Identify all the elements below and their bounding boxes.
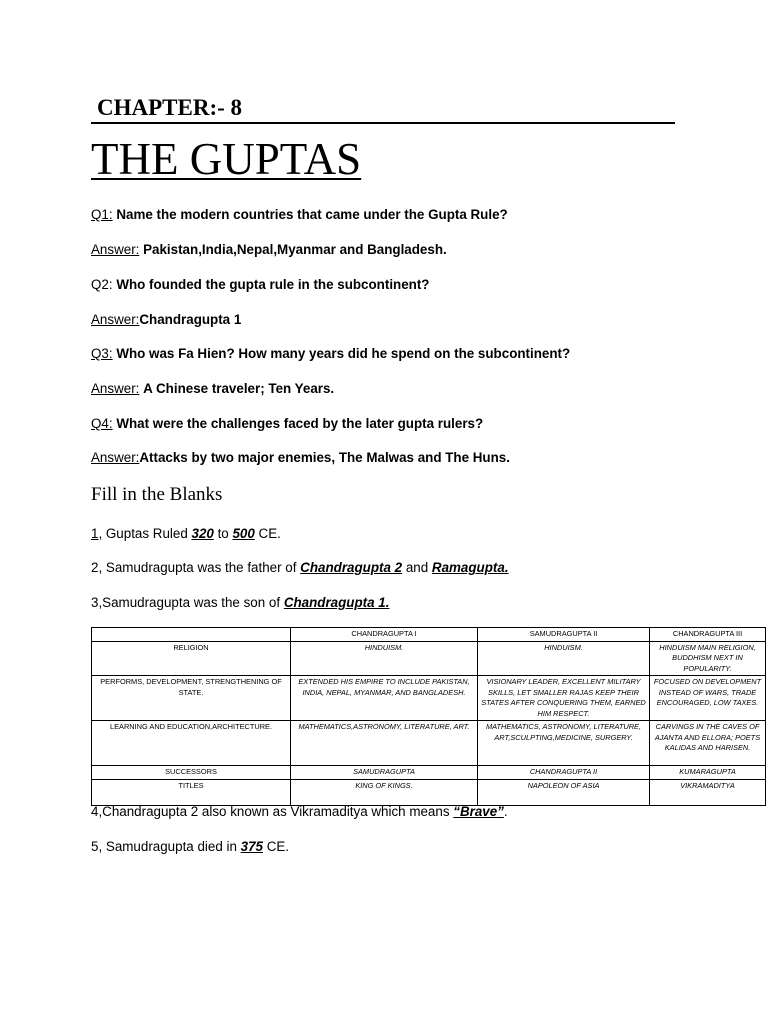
answer-text: Pakistan,India,Nepal,Myanmar and Bangladesh.: [143, 242, 447, 257]
question-2: [91, 276, 430, 294]
blank-answer: 375: [240, 839, 263, 854]
table-row: [92, 641, 766, 676]
blank-text: 3,Samudragupta was the son of: [91, 595, 284, 610]
question-label: Q4:: [91, 416, 113, 431]
answer-label: Answer:: [91, 312, 140, 327]
row-label: RELIGION: [92, 641, 291, 676]
blank-3: [91, 594, 389, 612]
answer-4: [91, 449, 510, 467]
gupta-rulers-table: [91, 627, 766, 806]
table-cell: MATHEMATICS, ASTRONOMY, LITERATURE, ART,SCULPTING,MEDICINE, SURGERY.: [478, 721, 650, 766]
blank-answer: “Brave”: [453, 804, 504, 819]
table-header: [92, 628, 291, 642]
question-4: [91, 415, 483, 433]
answer-3: [91, 380, 334, 398]
table-row: [92, 721, 766, 766]
table-cell: HINDUISM MAIN RELIGION, BUDDHISM NEXT IN POPULARITY.: [650, 641, 766, 676]
table-row: [92, 676, 766, 721]
answer-text: A Chinese traveler; Ten Years.: [143, 381, 335, 396]
blank-2: [91, 559, 509, 577]
row-label: LEARNING AND EDUCATION,ARCHITECTURE.: [92, 721, 291, 766]
question-1: [91, 206, 508, 224]
blank-text: to: [213, 526, 233, 541]
table-cell: HINDUISM.: [478, 641, 650, 676]
answer-2: [91, 311, 241, 329]
blank-answer: 320: [191, 526, 214, 541]
answer-label: Answer:: [91, 450, 140, 465]
table-cell: VISIONARY LEADER, EXCELLENT MILITARY SKILLS, LET SMALLER RAJAS KEEP THEIR STATES AFTER CONQUERING THEM, EARNED HIM RESPECT.: [478, 676, 650, 721]
blank-answer: Ramagupta.: [431, 560, 509, 575]
blank-1: [91, 525, 281, 543]
blank-text: Guptas Ruled: [102, 526, 192, 541]
blank-text: 5, Samudragupta died in: [91, 839, 241, 854]
table-cell: CHANDRAGUPTA II: [478, 766, 650, 780]
blank-answer: 500: [232, 526, 255, 541]
table-cell: CARVINGS IN THE CAVES OF AJANTA AND ELLORA; POETS KALIDAS AND HARISEN.: [650, 721, 766, 766]
blank-4: [91, 803, 508, 821]
blank-text: and: [402, 560, 432, 575]
answer-label: Answer:: [91, 242, 140, 257]
blank-text: CE.: [262, 839, 290, 854]
table-row: [92, 766, 766, 780]
fill-in-blanks-heading: Fill in the Blanks: [91, 484, 223, 505]
blank-text: 4,Chandragupta 2 also known as Vikramaditya which means: [91, 804, 454, 819]
blank-answer: Chandragupta 1.: [283, 595, 390, 610]
table-cell: FOCUSED ON DEVELOPMENT INSTEAD OF WARS, TRADE ENCOURAGED, LOW TAXES.: [650, 676, 766, 721]
answer-label: Answer:: [91, 381, 140, 396]
question-3: [91, 345, 570, 363]
blank-text: 2, Samudragupta was the father of: [91, 560, 301, 575]
row-label: SUCCESSORS: [92, 766, 291, 780]
blank-5: [91, 838, 289, 856]
table-cell: EXTENDED HIS EMPIRE TO INCLUDE PAKISTAN, INDIA, NEPAL, MYANMAR, AND BANGLADESH.: [291, 676, 478, 721]
table-header-row: [92, 628, 766, 642]
blank-text: .: [503, 804, 508, 819]
answer-1: [91, 241, 447, 259]
table-cell: HINDUISM.: [291, 641, 478, 676]
page-title: THE GUPTAS: [91, 134, 362, 184]
table-cell: SAMUDRAGUPTA: [291, 766, 478, 780]
table-cell: MATHEMATICS,ASTRONOMY, LITERATURE, ART.: [291, 721, 478, 766]
blank-answer: Chandragupta 2: [300, 560, 403, 575]
table-cell: KING OF KINGS.: [291, 779, 478, 805]
chapter-heading: CHAPTER:- 8: [91, 94, 675, 124]
question-text: What were the challenges faced by the later gupta rulers?: [116, 416, 484, 431]
answer-text: Chandragupta 1: [139, 312, 242, 327]
table-header: CHANDRAGUPTA I: [291, 628, 478, 642]
table-cell: NAPOLEON OF ASIA: [478, 779, 650, 805]
blank-number: 1,: [91, 526, 103, 541]
question-label: Q1:: [91, 207, 113, 222]
table-cell: VIKRAMADITYA: [650, 779, 766, 805]
question-text: Who was Fa Hien? How many years did he spend on the subcontinent?: [116, 346, 571, 361]
row-label: PERFORMS, DEVELOPMENT, STRENGTHENING OF STATE.: [92, 676, 291, 721]
question-label: Q2:: [91, 277, 113, 292]
question-text: Who founded the gupta rule in the subcontinent?: [116, 277, 430, 292]
question-label: Q3:: [91, 346, 113, 361]
table-row: [92, 779, 766, 805]
answer-text: Attacks by two major enemies, The Malwas and The Huns.: [139, 450, 510, 465]
row-label: TITLES: [92, 779, 291, 805]
table-header: SAMUDRAGUPTA II: [478, 628, 650, 642]
table-header: CHANDRAGUPTA III: [650, 628, 766, 642]
blank-text: CE.: [254, 526, 281, 541]
question-text: Name the modern countries that came under the Gupta Rule?: [116, 207, 508, 222]
table-cell: KUMARAGUPTA: [650, 766, 766, 780]
